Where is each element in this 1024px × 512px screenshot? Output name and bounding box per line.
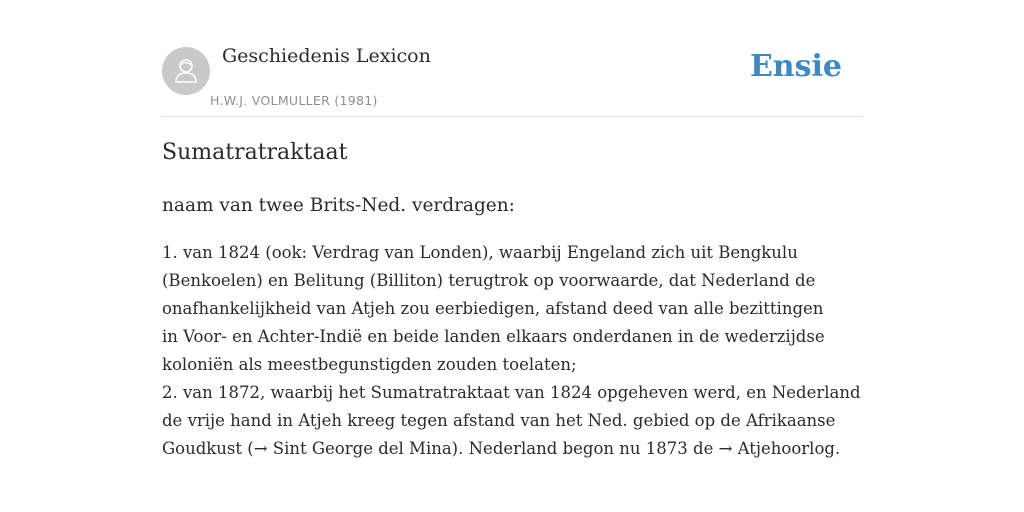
entry-intro: naam van twee Brits-Ned. verdragen:: [162, 195, 515, 216]
page-title: Sumatratraktaat: [162, 140, 348, 165]
entry-line: in Voor- en Achter-Indië en beide landen elkaars onderdanen in de wederzijdse: [162, 327, 825, 346]
entry-line: de vrije hand in Atjeh kreeg tegen afstand van het Ned. gebied op de Afrikaanse: [162, 411, 836, 430]
entry-header: [162, 0, 862, 117]
ensie-logo[interactable]: Ensie: [749, 49, 842, 84]
user-icon: [171, 56, 201, 86]
source-author: H.W.J. VOLMULLER (1981): [210, 93, 378, 108]
entry-page: [162, 0, 862, 458]
entry-line: koloniën als meestbegunstigden zouden toelaten;: [162, 355, 577, 374]
source-title-link[interactable]: Geschiedenis Lexicon: [222, 45, 431, 67]
entry-line: onafhankelijkheid van Atjeh zou eerbiedigen, afstand deed van alle bezittingen: [162, 299, 824, 318]
entry-line: 2. van 1872, waarbij het Sumatratraktaat van 1824 opgeheven werd, en Nederland: [162, 383, 861, 402]
entry-line: Goudkust (→ Sint George del Mina). Nederland begon nu 1873 de → Atjehoorlog.: [162, 439, 841, 458]
entry-line: (Benkoelen) en Belitung (Billiton) terugtrok op voorwaarde, dat Nederland de: [162, 271, 816, 290]
entry-line: 1. van 1824 (ook: Verdrag van Londen), waarbij Engeland zich uit Bengkulu: [162, 243, 798, 262]
entry-body: [162, 239, 861, 463]
avatar[interactable]: [162, 47, 210, 95]
